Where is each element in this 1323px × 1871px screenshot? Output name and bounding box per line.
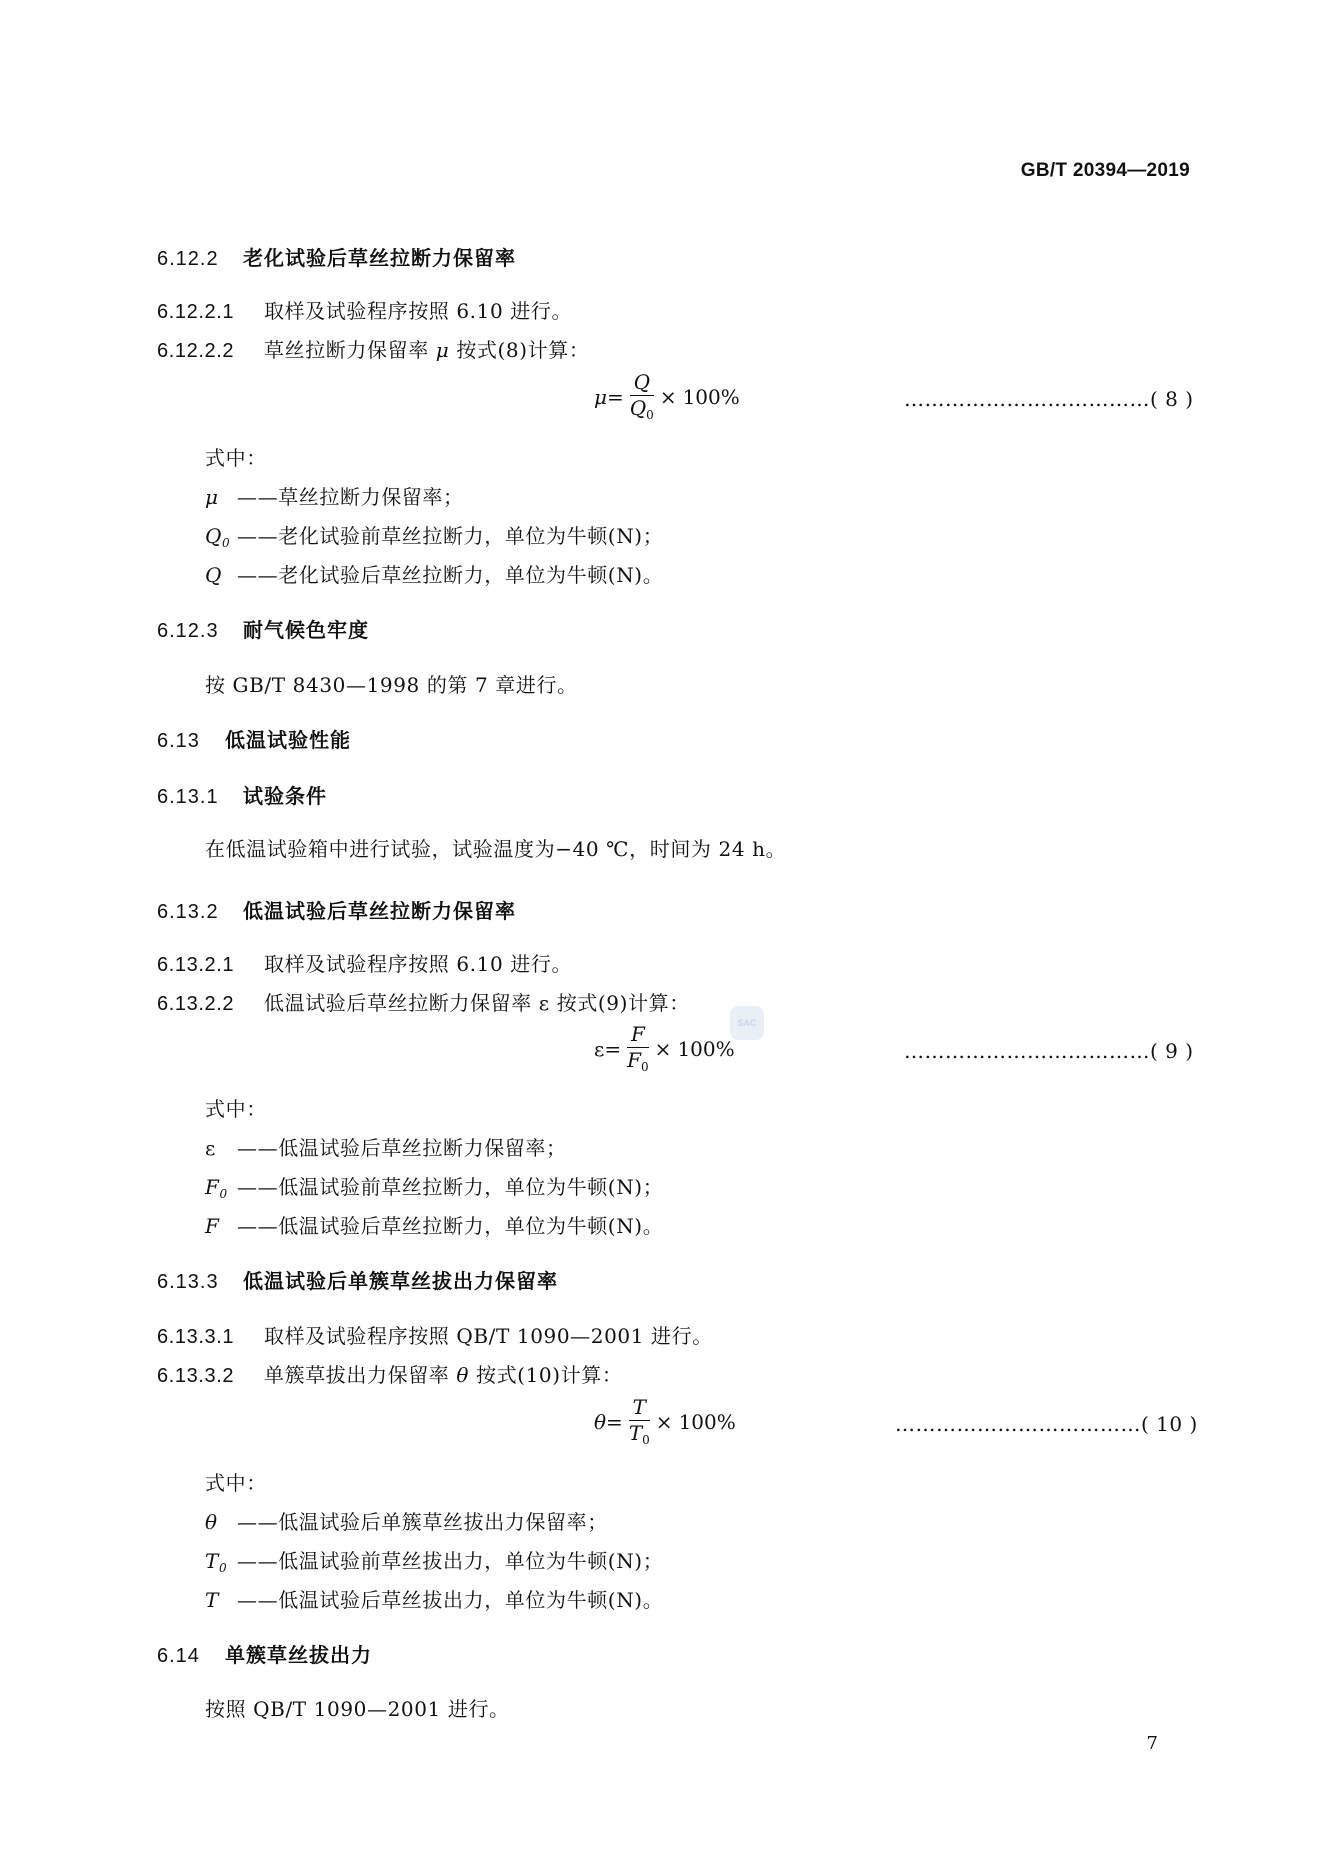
symbol: μ [435, 338, 450, 362]
times-sign: × [654, 1036, 672, 1061]
denominator: $Q_0$ [629, 396, 654, 422]
clause-number: 6.13.3.2 [157, 1365, 235, 1387]
section-6-13-heading [157, 724, 351, 753]
section-6-13-1-text: 在低温试验箱中进行试验，试验温度为−40 ℃，时间为 24 h。 [205, 837, 787, 861]
section-6-14-text: 按照 QB/T 1090—2001 进行。 [205, 1697, 510, 1721]
clause-6-13-3-2 [157, 1359, 622, 1388]
formula-8-label [904, 387, 1194, 411]
definition-line: μ ——草丝拉断力保留率； [205, 485, 464, 509]
times-sign: × [655, 1409, 673, 1434]
clause-number: 6.13.2.1 [157, 954, 235, 976]
section-title: 低温试验性能 [225, 730, 351, 752]
leader-dots: ……………………………… [904, 1039, 1150, 1063]
section-number: 6.13 [157, 730, 200, 752]
definition-line: F ——低温试验后草丝拉断力，单位为牛顿(N)。 [205, 1214, 664, 1238]
watermark-logo: SAC [730, 1006, 764, 1040]
leader-dots: ……………………………… [895, 1412, 1141, 1436]
formula-10 [594, 1397, 736, 1447]
section-6-13-1-heading [157, 780, 327, 809]
clause-6-13-2-2 [157, 987, 690, 1016]
symbol: θ [456, 1363, 470, 1387]
clause-number: 6.12.2.1 [157, 301, 235, 323]
fraction [630, 372, 654, 422]
formula-equals: = [604, 1036, 622, 1061]
formula-equals: = [606, 1409, 623, 1434]
section-number: 6.14 [157, 1645, 200, 1667]
clause-text: 取样及试验程序按照 6.10 进行。 [264, 299, 573, 323]
clause-number: 6.13.3.1 [157, 1326, 235, 1348]
clause-number: 6.13.2.2 [157, 993, 235, 1015]
where-intro: 式中： [205, 446, 267, 470]
clause-6-13-2-1 [157, 948, 572, 977]
symbol: ε [538, 991, 550, 1015]
section-title: 耐气候色牢度 [243, 620, 369, 642]
section-6-14-heading [157, 1639, 372, 1668]
section-number: 6.13.1 [157, 786, 219, 808]
clause-text: 按式(8)计算： [449, 338, 590, 362]
clause-text: 取样及试验程序按照 QB/T 1090—2001 进行。 [264, 1324, 713, 1348]
formula-lhs: ε [594, 1036, 605, 1061]
numerator: F [630, 1022, 645, 1046]
denominator: $F_0$ [627, 1048, 649, 1074]
equation-number: ( 10 ) [1141, 1412, 1198, 1436]
section-number: 6.12.2 [157, 248, 219, 270]
clause-text: 取样及试验程序按照 6.10 进行。 [264, 952, 573, 976]
section-title: 单簇草丝拔出力 [225, 1645, 372, 1667]
definition-line: $Q_0$ ——老化试验前草丝拉断力，单位为牛顿(N)； [205, 524, 664, 550]
denominator: $T_0$ [628, 1421, 650, 1447]
definition-line: Q ——老化试验后草丝拉断力，单位为牛顿(N)。 [205, 563, 664, 587]
equation-number: ( 9 ) [1150, 1039, 1194, 1063]
numerator: T [632, 1395, 646, 1419]
clause-text: 草丝拉断力保留率 [264, 338, 436, 362]
clause-6-13-3-1 [157, 1320, 713, 1349]
section-title: 老化试验后草丝拉断力保留率 [243, 248, 516, 270]
fraction [629, 1397, 650, 1447]
standard-code: GB/T 20394—2019 [1020, 160, 1190, 181]
section-title: 试验条件 [243, 786, 327, 808]
formula-equals: = [607, 384, 624, 409]
percent-value: 100% [682, 384, 740, 409]
section-title: 低温试验后草丝拉断力保留率 [243, 901, 516, 923]
section-6-13-3-heading [157, 1265, 558, 1294]
clause-text: 单簇草拔出力保留率 [264, 1363, 457, 1387]
formula-lhs: θ [594, 1409, 607, 1434]
clause-number: 6.12.2.2 [157, 340, 235, 362]
definition-line: $F_0$ ——低温试验前草丝拉断力，单位为牛顿(N)； [205, 1175, 664, 1201]
formula-8 [594, 372, 740, 422]
section-number: 6.12.3 [157, 620, 219, 642]
section-number: 6.13.2 [157, 901, 219, 923]
section-6-12-2-heading [157, 242, 516, 271]
clause-text: 低温试验后草丝拉断力保留率 [264, 991, 539, 1015]
page-number: 7 [1146, 1733, 1158, 1754]
where-intro: 式中： [205, 1471, 267, 1495]
equation-number: ( 8 ) [1150, 387, 1194, 411]
section-6-12-3-heading [157, 614, 369, 643]
definition-line: ε ——低温试验后草丝拉断力保留率； [205, 1136, 567, 1160]
section-6-12-3-text: 按 GB/T 8430—1998 的第 7 章进行。 [205, 673, 578, 697]
formula-10-label [895, 1412, 1198, 1436]
section-number: 6.13.3 [157, 1271, 219, 1293]
definition-line: $T_0$ ——低温试验前草丝拔出力，单位为牛顿(N)； [205, 1549, 664, 1575]
formula-9-label [904, 1039, 1194, 1063]
section-6-13-2-heading [157, 895, 516, 924]
percent-value: 100% [677, 1036, 735, 1061]
times-sign: × [659, 384, 677, 409]
definition-line: θ ——低温试验后单簇草丝拔出力保留率； [205, 1510, 608, 1534]
clause-6-12-2-2 [157, 334, 589, 363]
formula-lhs: μ [594, 384, 607, 409]
section-title: 低温试验后单簇草丝拔出力保留率 [243, 1271, 558, 1293]
leader-dots: ……………………………… [904, 387, 1150, 411]
clause-6-12-2-1 [157, 295, 572, 324]
definition-line: T ——低温试验后草丝拔出力，单位为牛顿(N)。 [205, 1588, 664, 1612]
numerator: Q [633, 370, 650, 394]
fraction [627, 1024, 649, 1074]
percent-value: 100% [678, 1409, 736, 1434]
clause-text: 按式(10)计算： [469, 1363, 623, 1387]
where-intro: 式中： [205, 1097, 267, 1121]
clause-text: 按式(9)计算： [549, 991, 690, 1015]
formula-9 [594, 1024, 735, 1074]
